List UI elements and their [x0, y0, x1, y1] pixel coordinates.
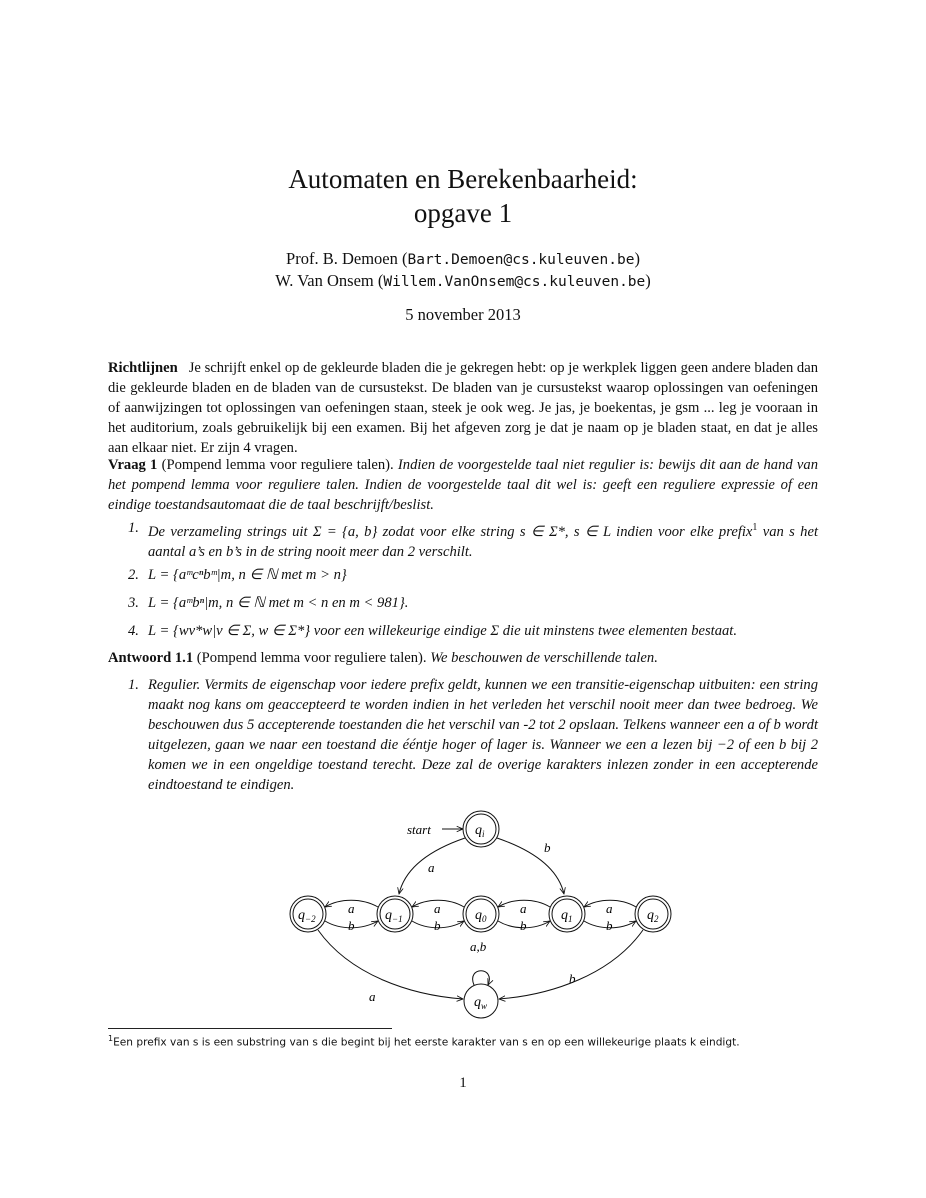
edges-q0-q1	[498, 900, 550, 933]
item-number: 1.	[128, 520, 139, 536]
footnote-mark: 1	[752, 522, 758, 533]
svg-text:b: b	[434, 918, 441, 933]
edge-label-qm2-qw: a	[369, 989, 376, 1004]
item-text-post: van s het aantal a’s en b’s in de string nooit meer dan 2 verschilt.	[148, 523, 818, 560]
state-q1	[549, 896, 585, 932]
question-item-3	[128, 593, 818, 613]
author-1-email: Bart.Demoen@cs.kuleuven.be	[407, 252, 635, 268]
item-number: 1.	[128, 677, 139, 693]
item-number: 3.	[128, 595, 139, 611]
svg-text:b: b	[520, 918, 527, 933]
svg-text:qi: $q_i$	[475, 823, 485, 839]
edge-q2-qw	[499, 930, 643, 999]
svg-text:a: a	[348, 901, 355, 916]
state-q-minus-1	[377, 896, 413, 932]
edges-qm1-q0	[412, 900, 464, 933]
author-1-close: )	[634, 249, 640, 268]
footnote-text: Een prefix van s is een substring van s die begint bij het eerste karakter van s en op een willekeurige plaats k eindigt.	[113, 1036, 740, 1049]
footnote	[108, 1032, 828, 1050]
question-heading: Vraag 1	[108, 457, 158, 473]
footnote-number: 1	[108, 1034, 114, 1043]
svg-text:a: a	[520, 901, 527, 916]
start-label: start	[407, 822, 431, 837]
edge-qi-q1	[497, 838, 564, 894]
svg-text:q−2: $q_{-2}$	[298, 908, 316, 924]
title-line-2: opgave 1	[413, 198, 513, 228]
item-text: L = {aᵐcⁿbᵐ|m, n ∈ ℕ met m > n}	[148, 567, 347, 583]
answer-item-1	[128, 675, 818, 795]
question-topic: (Pompend lemma voor reguliere talen).	[161, 457, 394, 473]
edge-qw-loop	[473, 971, 490, 985]
answer-text: We beschouwen de verschillende talen.	[430, 650, 658, 666]
state-q-minus-2	[290, 896, 326, 932]
answer-topic: (Pompend lemma voor reguliere talen).	[196, 650, 427, 666]
item-number: 2.	[128, 567, 139, 583]
svg-text:q1: $q_1$	[561, 908, 573, 924]
guidelines-text: Je schrijft enkel op de gekleurde bladen die je gekregen hebt: op je werkplek liggen geen andere bladen dan die gekleurde bladen en de bladen van de cursustekst. De bladen van je cursustekst waarop oplossingen van oefeningen of aanwijzingen tot oplossingen van oefeningen staan, steek je ook weg. Je jas, je boekentas, je gsm ... leg je vooraan in het auditorium, zoals gebruikelijk bij een examen. Bij het afgeven zorg je dat je naam op je bladen staat, en dat je alles aan elkaar niet. Er zijn 4 vragen.	[108, 360, 818, 456]
edge-label-q2-qw: b	[569, 971, 576, 986]
svg-text:a: a	[434, 901, 441, 916]
item-text: L = {aᵐbⁿ|m, n ∈ ℕ met m < n en m < 981}.	[148, 595, 409, 611]
svg-text:b: b	[606, 918, 613, 933]
author-2-name: W. Van Onsem (	[275, 271, 384, 290]
edges-qm2-qm1	[325, 900, 378, 933]
edge-label-qw-loop: a,b	[470, 939, 487, 954]
state-qi	[463, 811, 499, 847]
question-text: Indien de voorgestelde taal niet regulier is: bewijs dit aan de hand van het pompend lemma voor reguliere talen. Indien de voorgestelde taal dit wel is: geeft een reguliere expressie of een eindige toestandsautomaat die de taal beschrijft/beslist.	[108, 457, 818, 513]
svg-text:b: b	[348, 918, 355, 933]
item-text-pre: De verzameling strings uit Σ = {a, b} zodat voor elke string s ∈ Σ*, s ∈ L indien voor elke prefix	[148, 523, 753, 540]
state-q0	[463, 896, 499, 932]
footnote-rule	[108, 1028, 392, 1029]
question-item-2	[128, 565, 818, 585]
edge-label-qi-q1: b	[544, 840, 551, 855]
author-2-email: Willem.VanOnsem@cs.kuleuven.be	[383, 274, 646, 290]
date: 5 november 2013	[405, 305, 521, 324]
question-paragraph	[108, 455, 818, 515]
item-number: 4.	[128, 623, 139, 639]
author-2-close: )	[645, 271, 651, 290]
svg-text:q2: $q_2$	[647, 908, 659, 924]
author-2	[0, 268, 926, 295]
page-number: 1	[459, 1075, 467, 1091]
automaton-diagram	[0, 800, 926, 1022]
question-item-1	[128, 518, 818, 562]
svg-text:q−1: $q_{-1}$	[385, 908, 403, 924]
item-text: L = {wv*w|v ∈ Σ, w ∈ Σ*} voor een willekeurige eindige Σ die uit minstens twee elementen bestaat.	[148, 623, 738, 639]
title-line-1: Automaten en Berekenbaarheid:	[288, 164, 638, 194]
edges-q1-q2	[584, 900, 636, 933]
edge-qm2-qw	[318, 930, 463, 999]
svg-text:a: a	[606, 901, 613, 916]
answer-paragraph	[108, 648, 818, 668]
state-q2	[635, 896, 671, 932]
guidelines-paragraph	[108, 358, 818, 458]
edge-label-qi-qm1: a	[428, 860, 435, 875]
answer-heading: Antwoord 1.1	[108, 650, 194, 666]
svg-text:q0: $q_0$	[475, 908, 487, 924]
author-1-name: Prof. B. Demoen (	[286, 249, 408, 268]
state-qw	[464, 984, 498, 1018]
item-text: Regulier. Vermits de eigenschap voor iedere prefix geldt, kunnen we een transitie-eigenschap uitbuiten: een string maakt nog kans om geaccepteerd te worden indien in het verleden het verschil nooit meer dan twee bedroeg. We beschouwen dus 5 accepterende toestanden die het verschil van -2 tot 2 opslaan. Telkens wanneer een a of b wordt uitgelezen, gaan we naar een toestand die ééntje hoger of lager is. Wanneer we een a lezen bij −2 of een b bij 2 komen we in een ongeldige toestand terecht. Deze zal de overige karakters inlezen zonder in een accepterende eindtoestand te eindigen.	[148, 677, 818, 793]
svg-text:qw: $q_w$	[474, 995, 488, 1011]
question-item-4	[128, 621, 818, 641]
guidelines-heading: Richtlijnen	[108, 360, 178, 376]
